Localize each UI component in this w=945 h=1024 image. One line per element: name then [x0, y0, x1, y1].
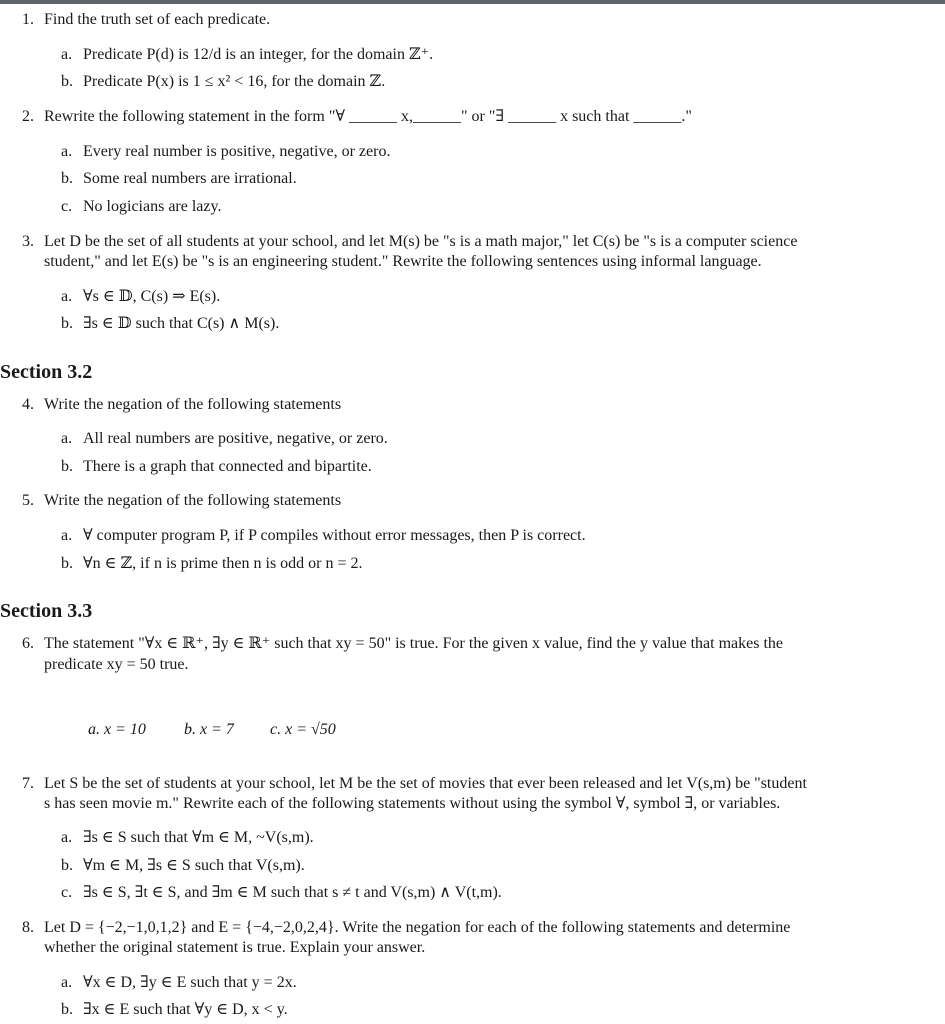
q4-b-text: There is a graph that connected and bipartite. [83, 458, 372, 475]
q2-a-letter: a. [61, 143, 73, 160]
q2-c-letter: c. [61, 198, 73, 215]
q1-b-letter: b. [61, 73, 73, 90]
q8-a-text: ∀x ∈ D, ∃y ∈ E such that y = 2x. [83, 974, 297, 991]
q8-line-1: Let D = {−2,−1,0,1,2} and E = {−4,−2,0,2,4}. Write the negation for each of the following statements and determine [44, 919, 791, 936]
q3-a-letter: a. [61, 288, 73, 305]
q5-number: 5. [22, 492, 34, 509]
q1-b-text: Predicate P(x) is 1 ≤ x² < 16, for the domain ℤ. [83, 73, 386, 90]
q6-line-1: The statement "∀x ∈ ℝ⁺, ∃y ∈ ℝ⁺ such that xy = 50" is true. For the given x value, find the y value that makes the [44, 635, 783, 652]
q3-number: 3. [22, 233, 34, 250]
q1-a-text: Predicate P(d) is 12/d is an integer, for the domain ℤ⁺. [83, 46, 434, 63]
q7-line-1: Let S be the set of students at your school, let M be the set of movies that ever been released and let V(s,m) be "student [44, 775, 807, 792]
q4-number: 4. [22, 396, 34, 413]
section-3-3-heading: Section 3.3 [0, 600, 93, 622]
q3-line-1: Let D be the set of all students at your school, and let M(s) be "s is a math major," let C(s) be "s is a computer science [44, 233, 798, 250]
q8-b-text: ∃x ∈ E such that ∀y ∈ D, x < y. [83, 1001, 288, 1018]
q8-b-letter: b. [61, 1001, 73, 1018]
q5-prompt: Write the negation of the following statements [44, 492, 342, 509]
q7-a-text: ∃s ∈ S such that ∀m ∈ M, ~V(s,m). [83, 829, 314, 846]
q3-a-text: ∀s ∈ 𝔻, C(s) ⇒ E(s). [83, 288, 221, 305]
q2-number: 2. [22, 108, 34, 125]
q7-number: 7. [22, 775, 34, 792]
q4-prompt: Write the negation of the following statements [44, 396, 342, 413]
q4-a-letter: a. [61, 430, 73, 447]
q2-a-text: Every real number is positive, negative, or zero. [83, 143, 391, 160]
q3-b-text: ∃s ∈ 𝔻 such that C(s) ∧ M(s). [83, 315, 280, 332]
q3-line-2: student," and let E(s) be "s is an engineering student." Rewrite the following sentences using informal language. [44, 253, 762, 270]
q6-line-2: predicate xy = 50 true. [44, 656, 189, 673]
q7-a-letter: a. [61, 829, 73, 846]
q5-b-letter: b. [61, 555, 73, 572]
q6-option-b: b. x = 7 [184, 721, 234, 738]
q5-b-text: ∀n ∈ ℤ, if n is prime then n is odd or n = 2. [83, 555, 363, 572]
q1-number: 1. [22, 11, 34, 28]
q7-b-text: ∀m ∈ M, ∃s ∈ S such that V(s,m). [83, 857, 305, 874]
q5-a-letter: a. [61, 527, 73, 544]
q2-prompt: Rewrite the following statement in the form "∀ ______ x,______" or "∃ ______ x such that ______." [44, 108, 692, 125]
q6-option-c: c. x = √50 [270, 721, 336, 738]
q8-number: 8. [22, 919, 34, 936]
q2-b-letter: b. [61, 170, 73, 187]
q8-line-2: whether the original statement is true. Explain your answer. [44, 939, 426, 956]
q5-a-text: ∀ computer program P, if P compiles without error messages, then P is correct. [83, 527, 586, 544]
q7-c-letter: c. [61, 884, 73, 901]
q7-b-letter: b. [61, 857, 73, 874]
q4-b-letter: b. [61, 458, 73, 475]
q4-a-text: All real numbers are positive, negative, or zero. [83, 430, 388, 447]
q2-b-text: Some real numbers are irrational. [83, 170, 297, 187]
section-3-2-heading: Section 3.2 [0, 361, 93, 383]
q3-b-letter: b. [61, 315, 73, 332]
q8-a-letter: a. [61, 974, 73, 991]
q6-number: 6. [22, 635, 34, 652]
q1-prompt: Find the truth set of each predicate. [44, 11, 271, 28]
q1-a-letter: a. [61, 46, 73, 63]
q7-line-2: s has seen movie m." Rewrite each of the following statements without using the symbol ∀, symbol ∃, or variables. [44, 795, 781, 812]
q7-c-text: ∃s ∈ S, ∃t ∈ S, and ∃m ∈ M such that s ≠ t and V(s,m) ∧ V(t,m). [83, 884, 502, 901]
q6-option-a: a. x = 10 [88, 721, 146, 738]
top-border [0, 0, 945, 4]
q2-c-text: No logicians are lazy. [83, 198, 222, 215]
